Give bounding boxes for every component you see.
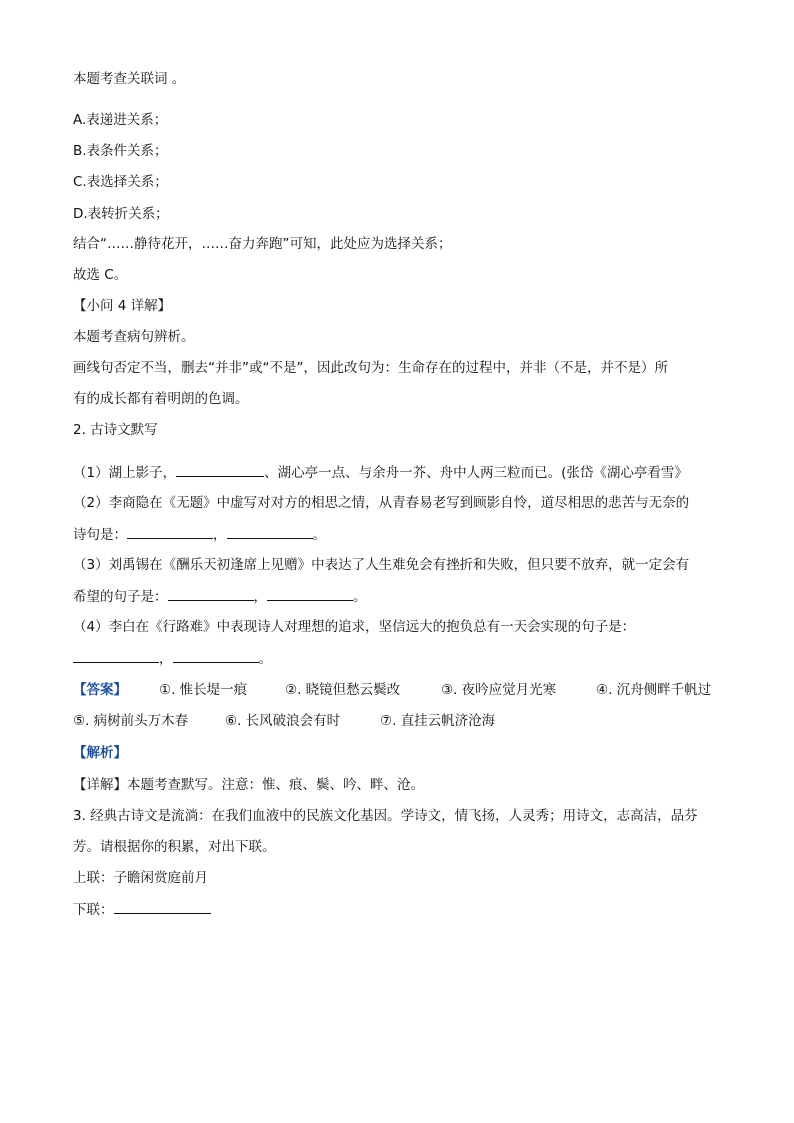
lower-couplet — [73, 900, 211, 919]
text-segment: 。 — [353, 589, 367, 605]
option-d: D.表转折关系； — [73, 206, 169, 222]
option-a: A.表递进关系； — [73, 112, 168, 128]
text-line: 结合“……静待花开，……奋力奔跑”可知，此处应为选择关系； — [73, 236, 452, 252]
question-item-3: （3）刘禹锡在《酬乐天初逢席上见赠》中表达了人生难免会有挫折和失败，但只要不放弃，就一定会有 — [73, 557, 690, 573]
answer-blank — [227, 525, 313, 539]
question-item-4: （4）李白在《行路难》中表现诗人对理想的追求，坚信远大的抱负总有一天会实现的句子是： — [73, 619, 636, 635]
text-segment: 。 — [258, 651, 272, 667]
text-line: 有的成长都有着明朗的色调。 — [73, 391, 249, 407]
answer-row-1 — [73, 681, 712, 699]
text-segment: 希望的句子是： — [73, 589, 168, 605]
text-segment: （1）湖上影子， — [73, 465, 177, 481]
text-segment: 诗句是： — [73, 527, 127, 543]
answer-blank — [73, 649, 159, 663]
answer-item: ①. 惟长堤一痕 — [159, 682, 248, 698]
text-segment: ， — [253, 589, 267, 605]
text-line: 画线句否定不当，删去“并非”或“不是”，因此改句为：生命存在的过程中，并非（不是，并不是）所 — [73, 360, 668, 376]
answer-blank — [267, 587, 353, 601]
answer-item: ④. 沉舟侧畔千帆过 — [596, 682, 712, 698]
question-item-2: （2）李商隐在《无题》中虚写对对方的相思之情，从青春易老写到顾影自怜，道尽相思的悲苦与无奈的 — [73, 495, 690, 511]
text-line: 故选 C。 — [73, 267, 128, 283]
section-heading: 【小问 4 详解】 — [73, 298, 172, 314]
option-b: B.表条件关系； — [73, 143, 168, 159]
text-line: 【详解】本题考查默写。注意：惟、痕、鬓、吟、畔、沧。 — [73, 777, 424, 793]
answer-item: ③. 夜吟应觉月光寒 — [441, 682, 557, 698]
question-item-4-cont — [73, 649, 272, 668]
answer-blank — [173, 649, 259, 663]
analysis-label: 【解析】 — [73, 745, 127, 761]
answer-item: ⑥. 长风破浪会有时 — [225, 713, 341, 729]
upper-couplet: 上联：子瞻闲赏庭前月 — [73, 870, 208, 886]
answer-item: ⑤. 病树前头万木春 — [73, 713, 189, 729]
text-segment: 下联： — [73, 902, 114, 918]
text-line: 芳。请根据你的积累，对出下联。 — [73, 839, 276, 855]
question-heading: 2. 古诗文默写 — [73, 422, 158, 438]
answer-blank — [176, 463, 264, 477]
question-item-1 — [73, 463, 688, 482]
text-segment: ， — [213, 527, 227, 543]
answer-item: ⑦. 直挂云帆济沧海 — [380, 713, 496, 729]
answer-label: 【答案】 — [73, 682, 127, 698]
question-heading: 3. 经典古诗文是流淌：在我们血液中的民族文化基因。学诗文，情飞扬，人灵秀；用诗文，志高洁，品芬 — [73, 808, 698, 824]
answer-blank — [127, 525, 213, 539]
text-line: 本题考查病句辨析。 — [73, 329, 195, 345]
text-segment: 、湖心亭一点、与余舟一芥、舟中人两三粒而已。(张岱《湖心亭看雪》 — [264, 465, 688, 481]
text-segment: 。 — [312, 527, 326, 543]
answer-blank — [114, 900, 211, 914]
question-item-3-cont — [73, 587, 367, 606]
text-segment: ， — [159, 651, 173, 667]
answer-blank — [168, 587, 254, 601]
text-line: 本题考查关联词 。 — [73, 71, 186, 87]
option-c: C.表选择关系； — [73, 174, 168, 190]
answer-item: ②. 晓镜但愁云鬓改 — [285, 682, 401, 698]
question-item-2-cont — [73, 525, 326, 544]
